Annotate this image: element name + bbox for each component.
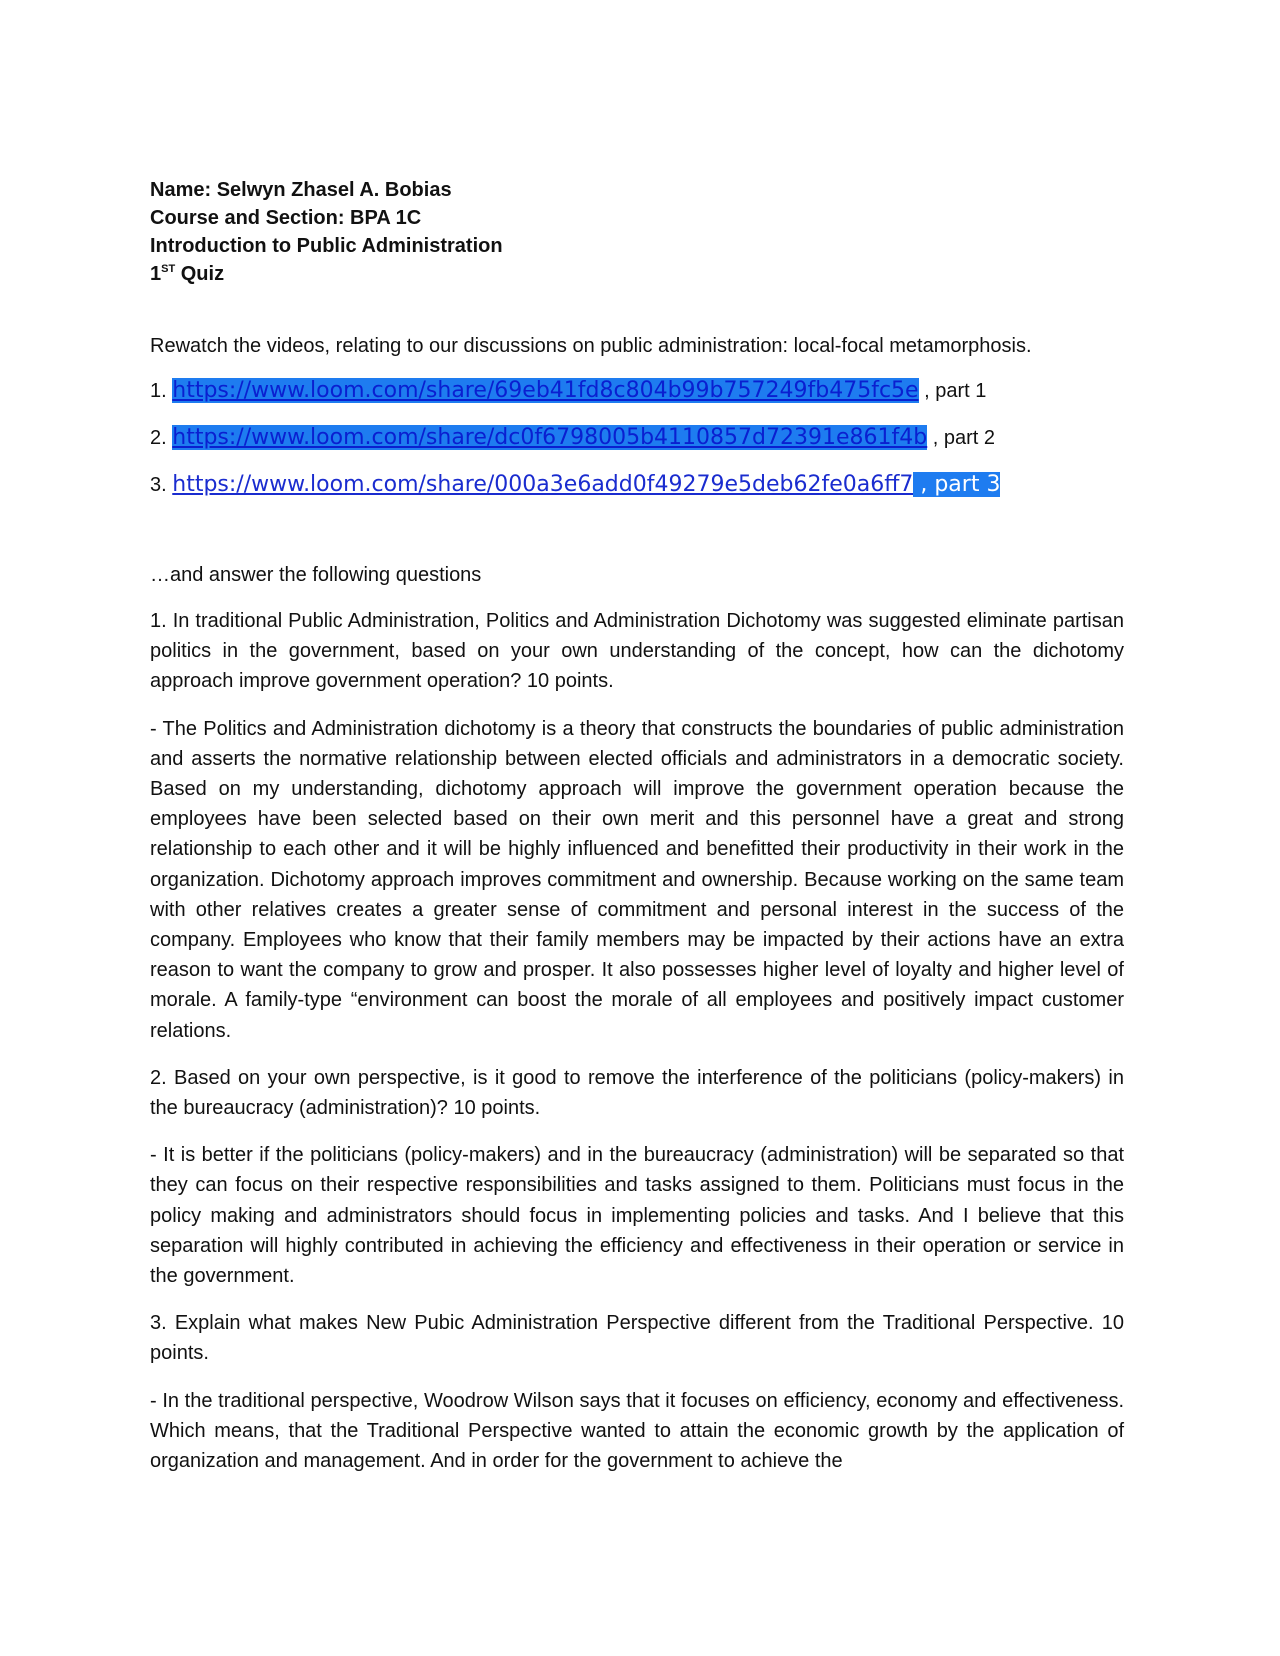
video-link-line-3 bbox=[150, 471, 1124, 499]
link-number: 3. bbox=[150, 474, 173, 496]
subject-title: Introduction to Public Administration bbox=[150, 235, 503, 257]
video-link-line-2 bbox=[150, 424, 1124, 452]
video-link-2[interactable]: https://www.loom.com/share/dc0f6798005b4110857d72391e861f4b bbox=[172, 425, 928, 450]
link-suffix: , part 2 bbox=[927, 427, 996, 449]
course-section: Course and Section: BPA 1C bbox=[150, 207, 422, 229]
link-number: 1. bbox=[150, 380, 173, 402]
document-page bbox=[150, 176, 1124, 1476]
quiz-word: Quiz bbox=[175, 263, 225, 285]
video-link-line-1 bbox=[150, 377, 1124, 405]
quiz-number: 1 bbox=[150, 263, 162, 285]
video-link-3[interactable]: https://www.loom.com/share/000a3e6add0f49279e5deb62fe0a6ff7 bbox=[172, 472, 914, 497]
intro-text: Rewatch the videos, relating to our discussions on public administration: local-focal metamorphosis. bbox=[150, 335, 1032, 357]
question-1: 1. In traditional Public Administration, Politics and Administration Dichotomy was suggested eliminate partisan politics in the government, based on your own understanding of the concept, how can the dichotomy approach improve government operation? 10 points. bbox=[150, 610, 1124, 693]
quiz-superscript: ST bbox=[161, 263, 176, 275]
answer-1: - The Politics and Administration dichotomy is a theory that constructs the boundaries of public administration and asserts the normative relationship between elected officials and administrators in a democratic society. Based on my understanding, dichotomy approach will improve the government operation because the employees have been selected based on their own merit and this personnel have a great and strong relationship to each other and it will be highly influenced and benefitted their productivity in their work in the organization. Dichotomy approach improves commitment and ownership. Because working on the same team with other relatives creates a greater sense of commitment and personal interest in the success of the company. Employees who know that their family members may be impacted by their actions have an extra reason to want the company to grow and prosper. It also possesses higher level of loyalty and higher level of morale. A family-type “environment can boost the morale of all employees and positively impact customer relations. bbox=[150, 717, 1124, 1042]
instruction-text: …and answer the following questions bbox=[150, 564, 482, 586]
quiz-title bbox=[150, 260, 1124, 288]
link-suffix: , part 1 bbox=[918, 380, 987, 402]
link-number: 2. bbox=[150, 427, 173, 449]
question-3: 3. Explain what makes New Pubic Administration Perspective different from the Traditional Perspective. 10 points. bbox=[150, 1312, 1124, 1365]
question-2: 2. Based on your own perspective, is it good to remove the interference of the politicians (policy-makers) in the bureaucracy (administration)? 10 points. bbox=[150, 1066, 1124, 1120]
answer-3: - In the traditional perspective, Woodrow Wilson says that it focuses on efficiency, economy and effectiveness. Which means, that the Traditional Perspective wanted to attain the economic growth by the application of organization and management. And in order for the government to achieve the bbox=[150, 1389, 1124, 1473]
student-name: Name: Selwyn Zhasel A. Bobias bbox=[150, 179, 452, 201]
video-link-1[interactable]: https://www.loom.com/share/69eb41fd8c804b99b757249fb475fc5e bbox=[172, 378, 919, 403]
selected-suffix: , part 3 bbox=[913, 472, 1001, 497]
answer-2: - It is better if the politicians (policy-makers) and in the bureaucracy (administration) will be separated so that they can focus on their respective responsibilities and tasks assigned to them. Politicians must focus in the policy making and administrators should focus in implementing policies and tasks. And I believe that this separation will highly contributed in achieving the efficiency and effectiveness in their operation or service in the government. bbox=[150, 1144, 1124, 1288]
